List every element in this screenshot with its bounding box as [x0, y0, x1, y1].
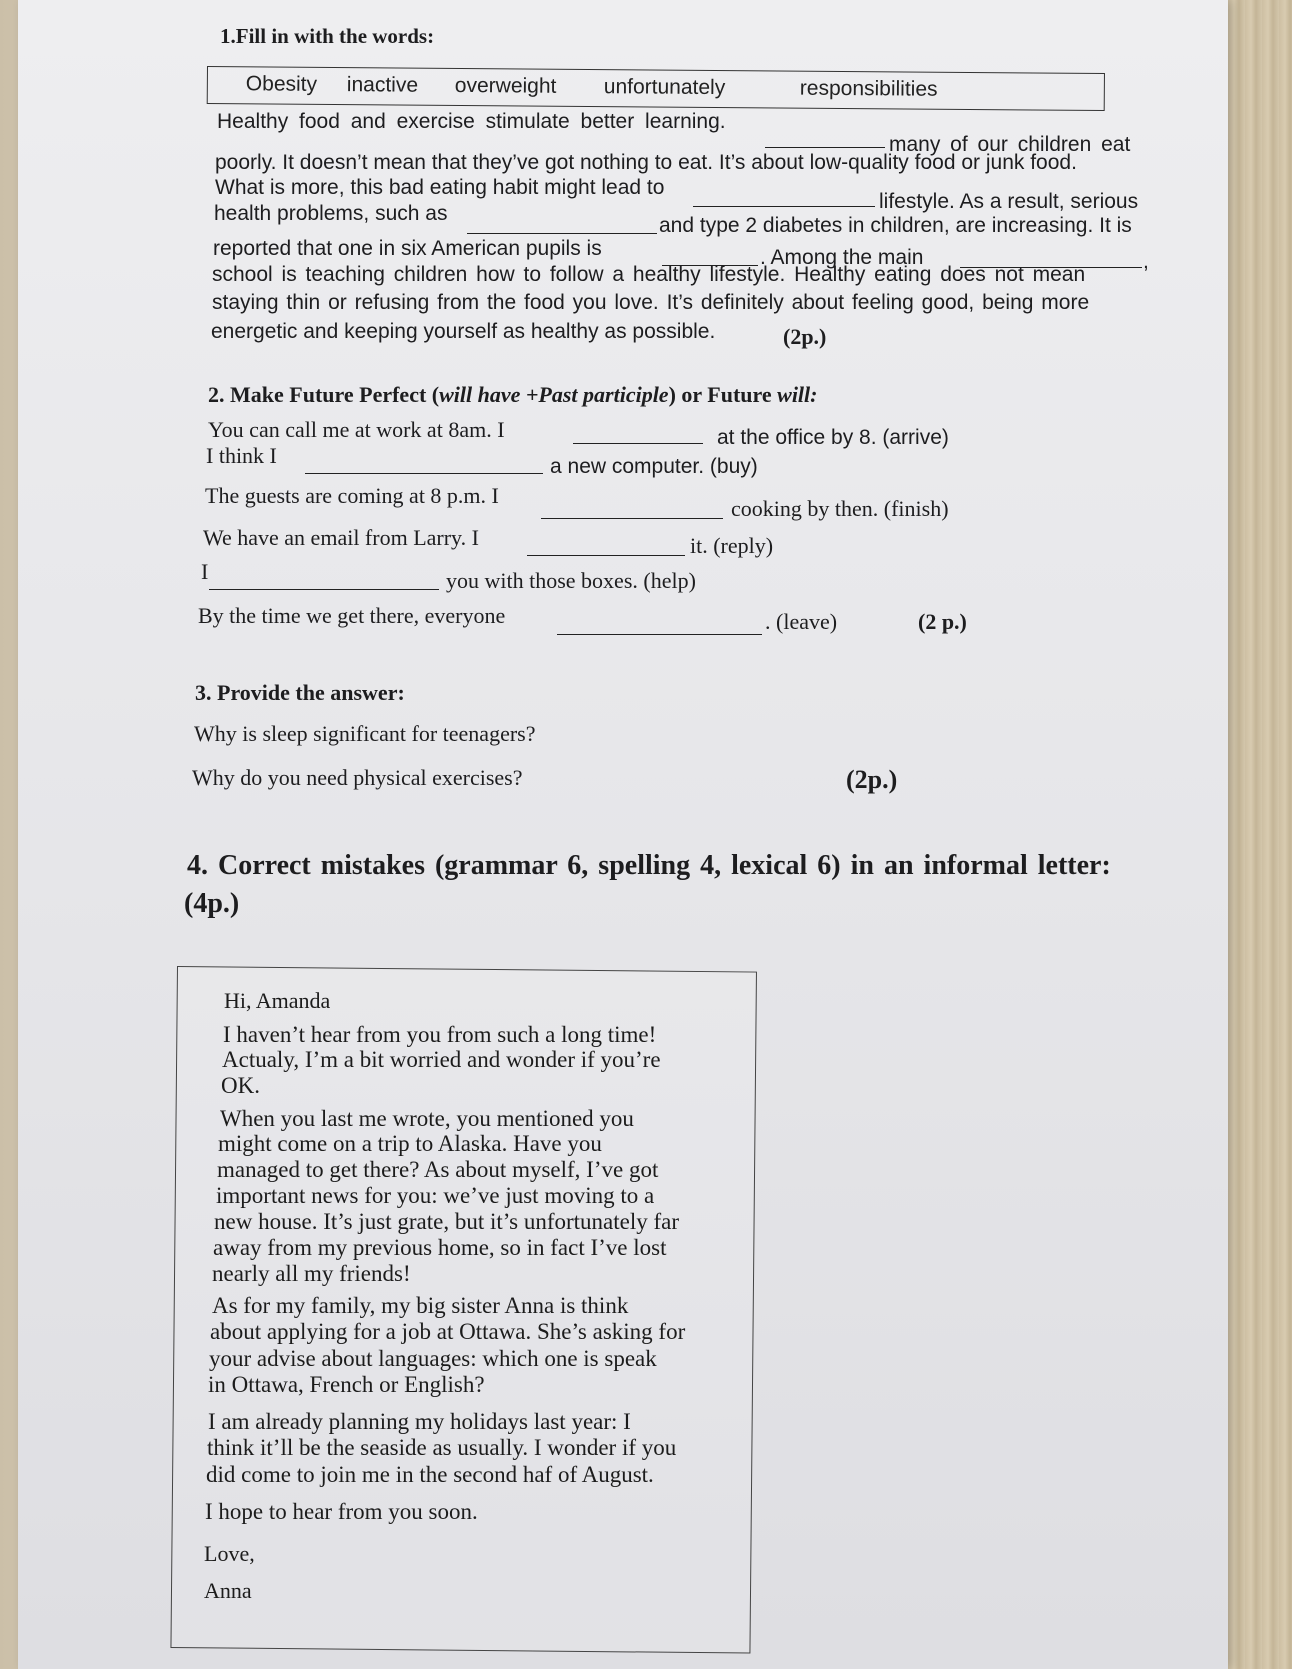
letter-line: away from my previous home, so in fact I’ve lost: [213, 1235, 667, 1260]
answer-blank[interactable]: [573, 442, 703, 444]
word-bank-item: responsibilities: [799, 76, 938, 101]
ex2-title-part: 2. Make Future Perfect (: [208, 382, 440, 407]
ex1-points: (2p.): [783, 324, 827, 349]
ex3-question: Why do you need physical exercises?: [192, 765, 523, 790]
ex2-title-italic: will:: [777, 382, 818, 407]
ex4-points: (4p.): [184, 888, 240, 919]
ex1-text-line: reported that one in six American pupils is: [213, 237, 602, 260]
ex2-points: (2 p.): [918, 609, 967, 634]
letter-closing: I hope to hear from you soon.: [205, 1499, 478, 1524]
letter-line: managed to get there? As about myself, I’ve got: [217, 1157, 659, 1182]
ex1-text-line: and type 2 diabetes in children, are increasing. It is: [659, 214, 1132, 237]
ex2-title-italic: will have +Past participle: [439, 382, 669, 407]
ex3-title: 3. Provide the answer:: [195, 680, 405, 705]
ex2-sentence-end: it. (reply): [690, 533, 774, 558]
ex2-sentence-end: you with those boxes. (help): [446, 568, 696, 593]
letter-line: in Ottawa, French or English?: [208, 1372, 485, 1397]
answer-blank[interactable]: [467, 232, 657, 234]
ex1-text-line: staying thin or refusing from the food you love. It’s definitely about feeling good, being more: [212, 291, 1090, 314]
letter-line: OK.: [221, 1073, 260, 1098]
word-bank-item: overweight: [454, 73, 557, 98]
ex2-sentence-end: at the office by 8. (arrive): [717, 426, 949, 449]
ex2-sentence-end: cooking by then. (finish): [731, 496, 949, 521]
ex1-text-line: poorly. It doesn’t mean that they’ve got nothing to eat. It’s about low-quality food or junk food.: [215, 151, 1077, 174]
answer-blank[interactable]: [527, 554, 685, 556]
letter-love: Love,: [204, 1541, 255, 1566]
word-bank-item: Obesity: [245, 72, 318, 96]
answer-blank[interactable]: [541, 517, 723, 519]
letter-line: your advise about languages: which one is speak: [209, 1346, 657, 1371]
ex1-text-line: lifestyle. As a result, serious: [879, 190, 1139, 213]
answer-blank[interactable]: [557, 633, 762, 635]
ex2-sentence: The guests are coming at 8 p.m. I: [205, 483, 499, 508]
ex1-text-line: . Among the main: [760, 246, 924, 269]
ex2-sentence-end: a new computer. (buy): [550, 455, 758, 478]
ex1-text-line: school is teaching children how to follow a healthy lifestyle. Healthy eating does not mean: [212, 263, 1086, 286]
ex2-title: [208, 382, 817, 408]
ex2-sentence: I think I: [206, 443, 277, 468]
word-bank-item: unfortunately: [603, 75, 726, 100]
ex2-sentence: By the time we get there, everyone: [198, 603, 506, 628]
letter-line: about applying for a job at Ottawa. She’s asking for: [210, 1319, 686, 1344]
letter-line: did come to join me in the second haf of August.: [206, 1462, 654, 1487]
ex1-text-line: energetic and keeping yourself as healthy as possible.: [211, 320, 716, 343]
letter-line: think it’ll be the seaside as usually. I wonder if you: [207, 1435, 677, 1460]
word-bank-item: inactive: [346, 73, 419, 97]
ex1-text-line: health problems, such as: [214, 202, 448, 225]
answer-blank[interactable]: [209, 588, 439, 590]
answer-blank[interactable]: [765, 146, 885, 148]
ex1-text-line: What is more, this bad eating habit might lead to: [215, 176, 665, 199]
letter-line: When you last me wrote, you mentioned you: [220, 1106, 634, 1131]
answer-blank[interactable]: [693, 205, 875, 207]
letter-line: Actualy, I’m a bit worried and wonder if you’re: [222, 1047, 661, 1072]
letter-line: I haven’t hear from you from such a long time!: [223, 1022, 657, 1047]
table-surface: [1228, 0, 1292, 1669]
letter-line: important news for you: we’ve just moving to a: [216, 1183, 655, 1208]
ex2-sentence-end: . (leave): [765, 609, 838, 634]
ex1-text-line: many of our children eat: [889, 133, 1131, 156]
ex3-question: Why is sleep significant for teenagers?: [194, 721, 536, 746]
letter-line: nearly all my friends!: [212, 1261, 411, 1286]
ex1-text-line: ,: [1143, 250, 1149, 273]
ex1-text-line: Healthy food and exercise stimulate better learning.: [217, 110, 726, 133]
letter-line: new house. It’s just grate, but it’s unfortunately far: [214, 1209, 680, 1234]
word-bank: [207, 66, 1105, 111]
ex2-sentence: You can call me at work at 8am. I: [208, 417, 505, 442]
letter-line: I am already planning my holidays last year: I: [208, 1409, 631, 1434]
ex1-title: 1.Fill in with the words:: [220, 24, 435, 48]
ex2-sentence: I: [201, 559, 209, 584]
letter-line: As for my family, my big sister Anna is think: [212, 1293, 629, 1318]
ex4-title: 4. Correct mistakes (grammar 6, spelling 4, lexical 6) in an informal letter:: [187, 850, 1111, 881]
answer-blank[interactable]: [305, 472, 543, 474]
ex2-sentence: We have an email from Larry. I: [203, 525, 479, 550]
letter-line: might come on a trip to Alaska. Have you: [218, 1131, 602, 1156]
letter-signature: Anna: [204, 1578, 252, 1603]
letter-greeting: Hi, Amanda: [224, 988, 331, 1013]
ex2-title-part: ) or Future: [668, 382, 778, 407]
ex3-points: (2p.): [846, 765, 898, 794]
